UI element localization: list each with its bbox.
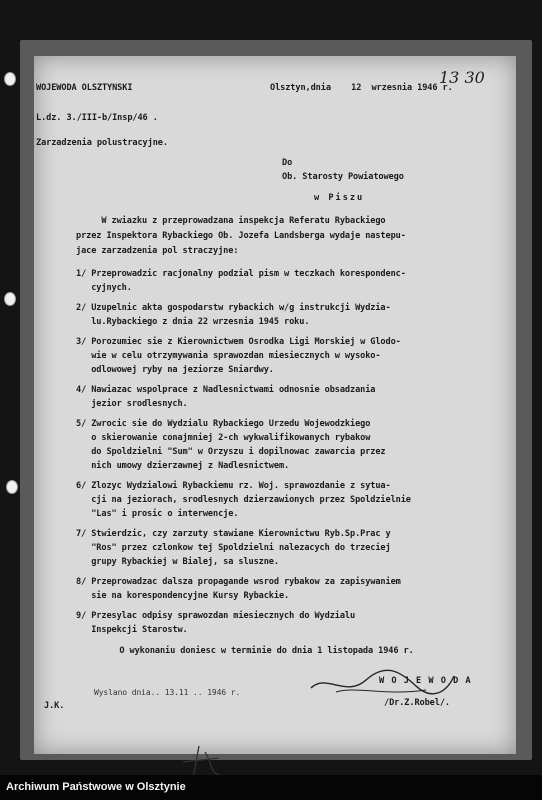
typist-initials: J.K. bbox=[44, 701, 65, 711]
order-item-line: cyjnych. bbox=[76, 283, 132, 293]
reference-number: L.dz. 3./III-b/Insp/46 . bbox=[36, 113, 158, 123]
intro-line: przez Inspektora Rybackiego Ob. Jozefa Landsberga wydaje nastepu- bbox=[76, 231, 406, 241]
order-item-line: wie w celu otrzymywania sprawozdan miesiecznych w wysoko- bbox=[76, 351, 381, 361]
handwritten-signature bbox=[306, 668, 456, 698]
order-item-line: 7/ Stwierdzic, czy zarzuty stawiane Kierownictwu Ryb.Sp.Prac y bbox=[76, 529, 391, 539]
intro-line: W zwiazku z przeprowadzana inspekcja Referatu Rybackiego bbox=[76, 216, 386, 226]
punch-hole bbox=[6, 480, 18, 494]
order-item-line: grupy Rybackiej w Bialej, sa sluszne. bbox=[76, 557, 279, 567]
issuer-header: WOJEWODA OLSZTYNSKI bbox=[36, 83, 133, 93]
document-subject: Zarzadzenia polustracyjne. bbox=[36, 138, 168, 148]
recipient: Ob. Starosty Powiatowego bbox=[282, 172, 404, 182]
archive-footer: Archiwum Państwowe w Olsztynie bbox=[0, 775, 542, 800]
punch-hole bbox=[4, 292, 16, 306]
to-label: Do bbox=[282, 158, 293, 168]
closing-sentence: O wykonaniu doniesc w terminie do dnia 1 listopada 1946 r. bbox=[94, 646, 414, 656]
order-item-line: "Las" i prosic o interwencje. bbox=[76, 509, 239, 519]
order-item-line: jezior srodlesnych. bbox=[76, 399, 188, 409]
order-item-line: 6/ Zlozyc Wydzialowi Rybackiemu rz. Woj. sprawozdanie z sytua- bbox=[76, 481, 391, 491]
signer-title: W O J E W O D A bbox=[379, 676, 472, 686]
order-item-line: lu.Rybackiego z dnia 22 wrzesnia 1945 roku. bbox=[76, 317, 310, 327]
order-item-line: "Ros" przez czlonkow tej Spoldzielni nalezacych do trzeciej bbox=[76, 543, 391, 553]
order-item-line: 5/ Zwrocic sie do Wydzialu Rybackiego Urzedu Wojewodzkiego bbox=[76, 419, 371, 429]
place-date: Olsztyn,dnia 12 wrzesnia 1946 r. bbox=[270, 83, 453, 93]
order-item-line: cji na jeziorach, srodlesnych dzierzawionych przez Spoldzielnie bbox=[76, 495, 411, 505]
order-item-line: o skierowanie conajmniej 2-ch wykwalifikowanych rybakow bbox=[76, 433, 371, 443]
order-item-line: 4/ Nawiazac wspolprace z Nadlesnictwami odnosnie obsadzania bbox=[76, 385, 376, 395]
handwritten-numbers: 13 30 bbox=[439, 68, 485, 87]
signer-name: /Dr.Z.Robel/. bbox=[384, 698, 450, 708]
document-page bbox=[34, 56, 516, 754]
order-item-line: 1/ Przeprowadzic racjonalny podzial pism w teczkach korespondenc- bbox=[76, 269, 406, 279]
order-item-line: 3/ Porozumiec sie z Kierownictwem Osrodka Ligi Morskiej w Glodo- bbox=[76, 337, 401, 347]
order-item-line: odlowowej ryby na jeziorze Sniardwy. bbox=[76, 365, 274, 375]
punch-hole bbox=[4, 72, 16, 86]
sent-date-stamp: Wyslano dnia.. 13.11 .. 1946 r. bbox=[94, 688, 241, 697]
order-item-line: 9/ Przesylac odpisy sprawozdan miesiecznych do Wydzialu bbox=[76, 611, 356, 621]
intro-line: jace zarzadzenia pol straczyjne: bbox=[76, 246, 239, 256]
order-item-line: Inspekcji Starostw. bbox=[76, 625, 188, 635]
order-item-line: do Spoldzielni "Sum" w Orzyszu i dopilnowac zawarcia przez bbox=[76, 447, 386, 457]
order-item-line: nich umowy dzierzawnej z Nadlesnictwem. bbox=[76, 461, 290, 471]
order-item-line: 8/ Przeprowadzac dalsza propagande wsrod rybakow za zapisywaniem bbox=[76, 577, 401, 587]
order-item-line: sie na korespondencyjne Kursy Rybackie. bbox=[76, 591, 290, 601]
recipient-place: w Piszu bbox=[314, 193, 365, 203]
order-item-line: 2/ Uzupelnic akta gospodarstw rybackich w/g instrukcji Wydzia- bbox=[76, 303, 391, 313]
